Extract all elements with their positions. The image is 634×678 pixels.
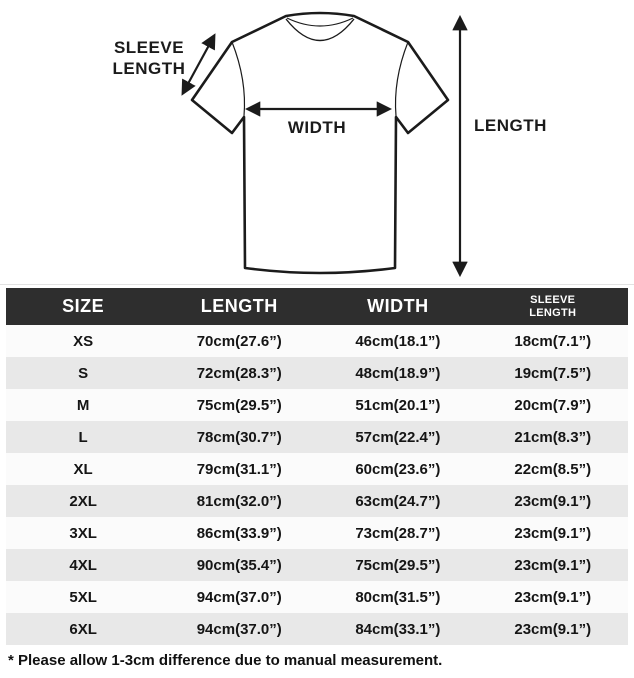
header-row	[6, 288, 628, 325]
table-row	[6, 549, 628, 581]
sleeve-length-cell: 23cm(9.1”)	[514, 524, 592, 542]
width-cell: 84cm(33.1”)	[355, 620, 441, 638]
size-cell: XL	[73, 460, 93, 478]
sleeve-length-label-line2: LENGTH	[112, 59, 186, 78]
col-header-sleeve-length-text: SLEEVE LENGTH	[529, 293, 577, 319]
sleeve-length-cell: 20cm(7.9”)	[514, 396, 592, 414]
section-divider	[0, 284, 634, 285]
table-row	[6, 357, 628, 389]
length-cell: 72cm(28.3”)	[196, 364, 282, 382]
width-cell: 46cm(18.1”)	[355, 332, 441, 350]
table-row	[6, 421, 628, 453]
length-cell: 75cm(29.5”)	[196, 396, 282, 414]
length-cell: 94cm(37.0”)	[196, 588, 282, 606]
width-label: WIDTH	[287, 118, 347, 137]
size-cell: L	[78, 428, 88, 446]
table-row	[6, 581, 628, 613]
size-cell: 2XL	[69, 492, 97, 510]
width-cell: 73cm(28.7”)	[355, 524, 441, 542]
sleeve-length-cell: 23cm(9.1”)	[514, 492, 592, 510]
col-header-sleeve-length	[477, 288, 628, 325]
table-row	[6, 613, 628, 645]
length-cell: 81cm(32.0”)	[196, 492, 282, 510]
size-cell: 5XL	[69, 588, 97, 606]
width-cell: 63cm(24.7”)	[355, 492, 441, 510]
size-chart-table	[6, 288, 628, 645]
width-cell: 80cm(31.5”)	[355, 588, 441, 606]
length-cell: 79cm(31.1”)	[196, 460, 282, 478]
size-cell: M	[76, 396, 90, 414]
length-cell: 90cm(35.4”)	[196, 556, 282, 574]
width-cell: 75cm(29.5”)	[355, 556, 441, 574]
size-cell: 6XL	[69, 620, 97, 638]
tshirt-measurement-diagram	[0, 0, 634, 284]
width-cell: 51cm(20.1”)	[355, 396, 441, 414]
sleeve-length-cell: 22cm(8.5”)	[514, 460, 592, 478]
width-cell: 57cm(22.4”)	[355, 428, 441, 446]
length-cell: 86cm(33.9”)	[196, 524, 282, 542]
size-cell: 3XL	[69, 524, 97, 542]
col-header-size: SIZE	[6, 288, 160, 325]
size-cell: XS	[73, 332, 94, 350]
sleeve-length-cell: 23cm(9.1”)	[514, 556, 592, 574]
measurement-note: * Please allow 1-3cm difference due to manual measurement.	[8, 652, 443, 669]
length-label: LENGTH	[474, 116, 547, 135]
sleeve-length-cell: 21cm(8.3”)	[514, 428, 592, 446]
table-row	[6, 453, 628, 485]
table-row	[6, 517, 628, 549]
sleeve-length-cell: 18cm(7.1”)	[514, 332, 592, 350]
sleeve-length-cell: 23cm(9.1”)	[514, 588, 592, 606]
table-row	[6, 485, 628, 517]
length-cell: 94cm(37.0”)	[196, 620, 282, 638]
width-cell: 60cm(23.6”)	[355, 460, 441, 478]
tshirt-diagram-svg	[0, 0, 634, 284]
width-cell: 48cm(18.9”)	[355, 364, 441, 382]
sleeve-length-label-line1: SLEEVE	[113, 38, 185, 57]
size-cell: S	[78, 364, 89, 382]
length-cell: 70cm(27.6”)	[196, 332, 282, 350]
sleeve-length-cell: 23cm(9.1”)	[514, 620, 592, 638]
sleeve-length-cell: 19cm(7.5”)	[514, 364, 592, 382]
size-cell: 4XL	[69, 556, 97, 574]
table-row	[6, 325, 628, 357]
col-header-width: WIDTH	[318, 288, 477, 325]
col-header-length: LENGTH	[160, 288, 318, 325]
length-cell: 78cm(30.7”)	[196, 428, 282, 446]
table-row	[6, 389, 628, 421]
tshirt-outline	[192, 13, 448, 273]
